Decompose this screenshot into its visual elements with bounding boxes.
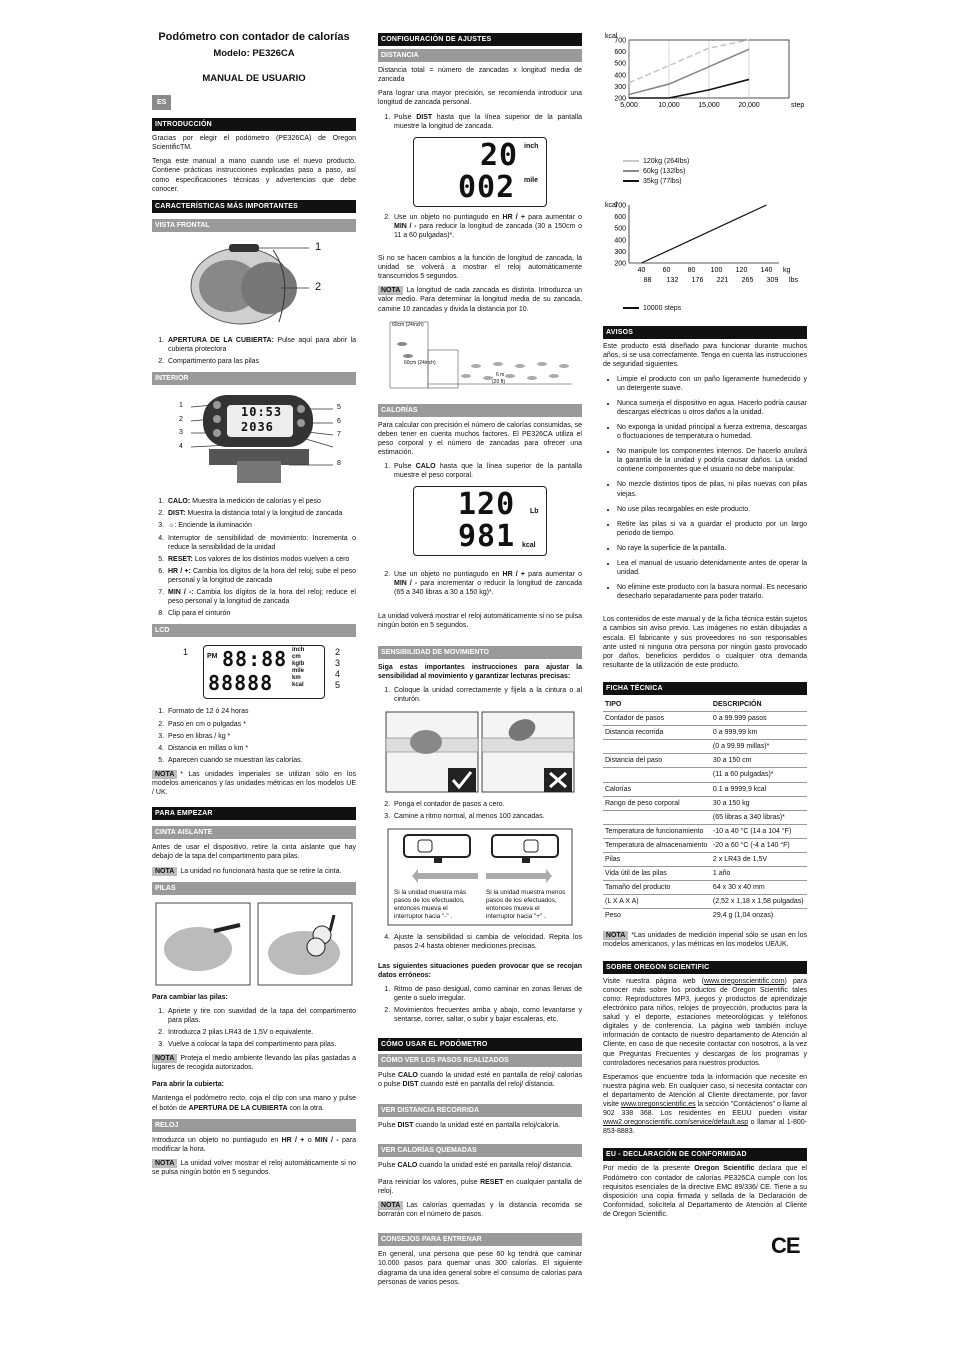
legend-item: 10000 steps bbox=[623, 304, 681, 313]
errors-title: Las siguientes situaciones pueden provocar que se recojan datos erróneos: bbox=[378, 962, 582, 979]
y-tick-label: 200 bbox=[614, 260, 626, 268]
open-cover-title: Para abrir la cubierta: bbox=[152, 1081, 224, 1089]
table-row bbox=[603, 726, 807, 740]
subheader-batteries: PILAS bbox=[152, 882, 356, 895]
series-line bbox=[642, 205, 767, 263]
warnings-paragraph: Este producto está diseñado para funcionar durante muchos años, si se usa correctamente. Tenga en cuenta las instrucciones de seguridad siguientes. bbox=[603, 343, 807, 369]
spec-col-description: DESCRIPCIÓN bbox=[711, 698, 807, 712]
x-axis-label: step bbox=[791, 102, 805, 109]
calories-lcd bbox=[413, 486, 547, 556]
series-line bbox=[629, 79, 749, 98]
stride-figure bbox=[378, 320, 574, 390]
table-cell: (L X A X A) bbox=[603, 895, 711, 909]
tips-paragraph: En general, una persona que pese 60 kg tendrá que caminar 10.000 pasos para quemar unas 300 calorías. El siguiente diagrama da una idea general sobre el consumo de calorías para personas de varios pesos. bbox=[378, 1251, 582, 1286]
distance-lcd-top-unit: inch bbox=[524, 142, 539, 150]
list-item: 1. Apriete y tire con suavidad de la tapa del compartimento para pilas. bbox=[166, 1007, 356, 1025]
x-tick-label: 10,000 bbox=[658, 102, 680, 109]
interior-figure bbox=[159, 391, 349, 491]
language-tab: ES bbox=[152, 95, 171, 110]
interior-callout-6: 6 bbox=[337, 418, 341, 426]
note-badge: NOTA bbox=[378, 1201, 403, 1210]
list-item: 5. RESET: Los valores de los distintos modos vuelven a cero bbox=[166, 555, 356, 564]
switch-caption-right: Si la unidad muestra menos pasos de los efectuados, entonces mueva el interruptor hacia "+" . bbox=[486, 889, 566, 921]
subheader-calories: CALORÍAS bbox=[378, 404, 582, 417]
list-item: 1. Pulse CALO hasta que la línea superior de la pantalla muestre el peso corporal. bbox=[392, 462, 582, 480]
distance-paragraph-1: Distancia total = número de zancadas x longitud media de zancada bbox=[378, 67, 582, 84]
legend-item: 120kg (264lbs) bbox=[623, 157, 689, 166]
table-row bbox=[603, 754, 807, 768]
sensitivity-list-2 bbox=[378, 800, 582, 821]
note-badge: NOTA bbox=[152, 770, 177, 779]
list-item: • No raye la superficie de la pantalla. bbox=[617, 544, 807, 553]
x-tick-label-lbs: 132 bbox=[666, 277, 679, 285]
x-tick-label: 60 bbox=[662, 267, 671, 275]
website-link-us[interactable]: www2.oregonscientific.com/service/default.asp bbox=[603, 1119, 749, 1127]
note-badge: NOTA bbox=[152, 867, 177, 876]
steps-paragraph: Pulse CALO cuando la unidad esté en pantalla de reloj/ calorías o pulse DIST cuando esté en pantalla del reloj/ distancia. bbox=[378, 1072, 582, 1089]
website-link[interactable]: www.oregonscientific.com bbox=[704, 977, 785, 985]
list-item: • Nunca sumerja el dispositivo en agua. Hacerlo podría causar descargas eléctricas u otros daños a la unidad. bbox=[617, 399, 807, 417]
distance-paragraph-3: Si no se hacen cambios a la función de longitud de zancada, la unidad se volverá a mostrar el reloj automáticamente transcurridos 5 segundos. bbox=[378, 255, 582, 281]
subheader-lcd: LCD bbox=[152, 624, 356, 637]
manual-heading: MANUAL DE USUARIO bbox=[202, 72, 306, 84]
calories-list-2 bbox=[378, 570, 582, 597]
reset-paragraph: Para reiniciar los valores, pulse RESET en cualquier pantalla de reloj. bbox=[378, 1178, 582, 1195]
chart2-legend bbox=[603, 302, 807, 316]
interior-screen-time: 10:53 bbox=[241, 405, 283, 420]
sensitivity-list-1 bbox=[378, 686, 582, 704]
interior-callout-2: 2 bbox=[179, 416, 183, 424]
list-item: 1. Pulse DIST hasta que la línea superior de la pantalla muestre la longitud de zancada. bbox=[392, 113, 582, 131]
legend-item: 35kg (77lbs) bbox=[623, 177, 682, 186]
stride-illustration bbox=[378, 320, 574, 390]
section-header-settings: CONFIGURACIÓN DE AJUSTES bbox=[378, 33, 582, 46]
lcd-callout-5: 5 bbox=[335, 680, 341, 691]
distance-list-1 bbox=[378, 113, 582, 131]
section-header-spec: FICHA TÉCNICA bbox=[603, 682, 807, 695]
section-header-intro: INTRODUCCIÓN bbox=[152, 118, 356, 131]
table-cell: Peso bbox=[603, 909, 711, 923]
front-callout-2: 2 bbox=[315, 280, 322, 293]
table-cell: (0 a 99.99 millas)* bbox=[711, 740, 807, 754]
open-cover-paragraph: Mantenga el podómetro recto, coja el clip con una mano y pulse el botón de APERTURA DE LA CUBIERTA con la otra. bbox=[152, 1095, 356, 1112]
lcd-callout-4: 4 bbox=[335, 669, 341, 680]
column-1 bbox=[152, 30, 356, 1182]
front-callout-1: 1 bbox=[315, 240, 322, 253]
section-header-about: SOBRE OREGON SCIENTIFIC bbox=[603, 961, 807, 974]
note-badge: NOTA bbox=[152, 1159, 177, 1168]
distance-note: NOTA La longitud de cada zancada es distinta. Introduzca un valor medio. Para determinar la longitud media de su zancada, camine 10 zancadas y divida la distancia por 10. bbox=[378, 287, 582, 313]
intro-paragraph-2: Tenga este manual a mano cuando use el nuevo producto. Contiene prácticas instrucciones explicadas paso a paso, así como especificaciones técnicas y advertencias que debe conocer. bbox=[152, 158, 356, 193]
x-tick-label: 120 bbox=[735, 267, 748, 275]
lcd-units: inch cm kglb mile km kcal bbox=[292, 647, 305, 688]
change-batteries-title: Para cambiar las pilas: bbox=[152, 993, 228, 1001]
interior-list bbox=[152, 497, 356, 618]
errors-list bbox=[378, 985, 582, 1024]
distance-lcd bbox=[413, 137, 547, 207]
sensitivity-intro: Siga estas importantes instrucciones para ajustar la sensibilidad al movimiento y garantizar lecturas precisas: bbox=[378, 663, 582, 680]
list-item: 5. Aparecen cuando se muestran las calorías. bbox=[166, 756, 356, 765]
spec-note: NOTA *Las unidades de medición imperial sólo se usan en los modelos americanos, y las métricas en los modelos UE/UK. bbox=[603, 931, 807, 948]
subheader-front-view: VISTA FRONTAL bbox=[152, 219, 356, 232]
table-cell: Distancia del paso bbox=[603, 754, 711, 768]
interior-callout-3: 3 bbox=[179, 429, 183, 437]
about-paragraph-2: Esperamos que encuentre toda la información que necesite en nuestra página web. En cualquier caso, si necesita contactar con el departamento de Atención al Cliente directamente, por favor visite www.oregonscientific.es la sección "Contáctenos" o llame al 902 338 368. Los residentes en EEUU pueden visitar www2.oregonscientific.com/service/default.asp o llamar al 1-800-853-8883. bbox=[603, 1073, 807, 1136]
table-cell bbox=[603, 768, 711, 782]
table-cell: 0.1 a 9999,9 kcal bbox=[711, 782, 807, 796]
list-item: 2. Ponga el contador de pasos a cero. bbox=[392, 800, 582, 809]
list-item: • Limpie el producto con un paño ligeramente humedecido y un detergente suave. bbox=[617, 375, 807, 393]
calories-lcd-bottom-unit: kcal bbox=[522, 542, 536, 550]
clock-paragraph: Introduzca un objeto no puntiagudo en HR / + o MIN / - para modificar la hora. bbox=[152, 1136, 356, 1153]
list-item: • No manipule los componentes internos. De hacerlo anulará la garantía de la unidad y podría causar daños. La unidad contiene componentes que el usuario no debe manipular. bbox=[617, 447, 807, 474]
list-item: 1. CALO: Muestra la medición de calorías y el peso bbox=[166, 497, 356, 506]
x-tick-label-lbs: 88 bbox=[643, 277, 652, 285]
table-row bbox=[603, 867, 807, 881]
battery-figure bbox=[154, 901, 354, 987]
series-line bbox=[629, 40, 749, 83]
list-item: 2. DIST: Muestra la distancia total y la longitud de zancada bbox=[166, 509, 356, 518]
list-item: • No mezcle distintos tipos de pilas, ni pilas nuevas con pilas viejas. bbox=[617, 480, 807, 498]
table-row bbox=[603, 853, 807, 867]
belt-figure bbox=[382, 710, 578, 794]
x-tick-label: 15,000 bbox=[698, 102, 720, 109]
subheader-tips: CONSEJOS PARA ENTRENAR bbox=[378, 1233, 582, 1246]
front-view-list bbox=[152, 336, 356, 366]
table-row bbox=[603, 824, 807, 838]
list-item: • No use pilas recargables en este producto. bbox=[617, 505, 807, 514]
model-line: Modelo: PE326CA bbox=[213, 48, 295, 60]
distance-paragraph-2: Para lograr una mayor precisión, se recomienda introducir una longitud de zancada personal. bbox=[378, 90, 582, 107]
table-cell bbox=[603, 740, 711, 754]
switch-caption-left: Si la unidad muestra más pasos de los efectuados, entonces mueva el interruptor hacia "-" . bbox=[394, 889, 467, 921]
distance-lcd-bottom-unit: mile bbox=[524, 176, 539, 184]
list-item: 2. Paso en cm o pulgadas * bbox=[166, 720, 356, 729]
list-item: 4. Ajuste la sensibilidad si cambia de velocidad. Repita los pasos 2-4 hasta obtener mediciones precisas. bbox=[392, 933, 582, 951]
table-row bbox=[603, 712, 807, 726]
list-item: 1. Formato de 12 ó 24 horas bbox=[166, 707, 356, 716]
spec-table bbox=[603, 698, 807, 923]
table-row bbox=[603, 895, 807, 909]
lcd-note: NOTA * Las unidades imperiales se utilizan sólo en los modelos americanos y las unidades métricas en los modelos UE / UK. bbox=[152, 770, 356, 797]
x-axis-label-lbs: lbs bbox=[789, 277, 798, 285]
list-item: 1. Coloque la unidad correctamente y fíjela a la cintura o al cinturón. bbox=[392, 686, 582, 704]
column-3 bbox=[603, 30, 807, 1264]
lcd-list bbox=[152, 707, 356, 764]
table-row bbox=[603, 838, 807, 852]
y-tick-label: 300 bbox=[614, 83, 626, 91]
calories-burned-paragraph: Pulse CALO cuando la unidad esté en pantalla reloj/ distancia. bbox=[378, 1161, 573, 1169]
list-item: 7. MIN / -: Cambia los dígitos de la hora del reloj; reduce el peso personal y la longitud de zancada bbox=[166, 588, 356, 606]
legend-item: 60kg (132lbs) bbox=[623, 167, 685, 176]
spec-col-type: TIPO bbox=[603, 698, 711, 712]
stride-label-1: 60cm (24inch) bbox=[392, 321, 424, 328]
lcd-bottom-digits: 88888 bbox=[208, 671, 274, 696]
table-cell bbox=[603, 810, 711, 824]
y-tick-label: 500 bbox=[614, 60, 626, 68]
subheader-distance-walked: VER DISTANCIA RECORRIDA bbox=[378, 1104, 582, 1117]
battery-illustration bbox=[154, 901, 354, 987]
battery-list bbox=[152, 1007, 356, 1049]
ce-mark-icon: CE bbox=[771, 1233, 800, 1259]
x-tick-label-lbs: 265 bbox=[741, 277, 754, 285]
table-row bbox=[603, 740, 807, 754]
switch-figure bbox=[382, 827, 578, 927]
y-tick-label: 700 bbox=[614, 202, 626, 210]
x-tick-label: 40 bbox=[637, 267, 646, 275]
interior-callout-7: 7 bbox=[337, 431, 341, 439]
lcd-callout-1: 1 bbox=[183, 647, 189, 658]
list-item: 2. Movimientos frecuentes arriba y abajo, como levantarse y sentarse, correr, saltar, o subir y bajar escaleras, etc. bbox=[392, 1006, 582, 1024]
tape-paragraph: Antes de usar el dispositivo, retire la cinta aislante que hay debajo de la tapa del compartimento para pilas. bbox=[152, 844, 356, 861]
chart-calories-vs-steps bbox=[603, 30, 807, 154]
table-cell: -20 a 60 °C (-4 a 140 °F) bbox=[711, 838, 807, 852]
distance-lcd-top: 20 bbox=[480, 137, 519, 173]
table-cell: Rango de peso corporal bbox=[603, 796, 711, 810]
interior-callout-4: 4 bbox=[179, 443, 183, 451]
calories-lcd-figure bbox=[413, 486, 547, 556]
lcd-callout-3: 3 bbox=[335, 658, 341, 669]
note-badge: NOTA bbox=[152, 1054, 177, 1063]
list-item: 6. HR / +: Cambia los dígitos de la hora del reloj; sube el peso personal y la longitud de zancada bbox=[166, 567, 356, 585]
table-cell: 1 año bbox=[711, 867, 807, 881]
x-tick-label: 20,000 bbox=[738, 102, 760, 109]
stride-label-4: (20 ft) bbox=[492, 378, 506, 385]
y-axis-label: kcal bbox=[605, 202, 618, 210]
list-item: • No elimine este producto con la basura normal. Es necesario desecharlo separadamente para poder tratarlo. bbox=[617, 583, 807, 601]
intro-paragraph-1: Gracias por elegir el podómetro (PE326CA) de Oregon ScientificTM. bbox=[152, 135, 356, 152]
column-2 bbox=[378, 33, 582, 1292]
list-item: 4. Distancia en millas o km * bbox=[166, 744, 356, 753]
interior-callout-5: 5 bbox=[337, 404, 341, 412]
table-cell: -10 a 40 °C (14 a 104 °F) bbox=[711, 824, 807, 838]
list-item: 4. Interruptor de sensibilidad de movimiento: Incrementa o reduce la sensibilidad de la unidad bbox=[166, 534, 356, 552]
y-tick-label: 300 bbox=[614, 248, 626, 256]
eu-paragraph: Por medio de la presente Oregon Scientific declara que el Podómetro con contador de calorías PE326CA cumple con los requisitos esenciales de la directive EMC 89/336/ CE. Tiene a su disposición una copia firmada y sellada de la Declaración de Conformidad, solicítela al Departamento de Atención al Cliente de Oregon Scientific. bbox=[603, 1165, 807, 1218]
list-item: 2. Use un objeto no puntiagudo en HR / + para aumentar o MIN / - para reducir la longitud de zancada (30 a 150cm o 11 a 60 pulgadas)*. bbox=[392, 213, 582, 240]
lcd-figure bbox=[159, 643, 349, 701]
front-view-figure bbox=[169, 238, 339, 330]
y-tick-label: 500 bbox=[614, 225, 626, 233]
disclaimer-paragraph: Los contenidos de este manual y de la ficha técnica están sujetos a cambios sin aviso previo. Las imágenes no están dibujadas a escala. El fabricante y sus proveedores no son responsables ante usted ni ninguna otra persona por ningún gasto provocado por daños, beneficios perdidos o cualquier otra demanda resultante de la utilización de este producto. bbox=[603, 616, 807, 669]
list-item: 1. Ritmo de paso desigual, como caminar en zonas llenas de gente o suelo irregular. bbox=[392, 985, 582, 1003]
table-cell: 64 x 30 x 40 mm bbox=[711, 881, 807, 895]
list-item: 2. Introduzca 2 pilas LR43 de 1,5V o equivalente. bbox=[166, 1028, 356, 1037]
calories-lcd-top-unit: Lb bbox=[530, 508, 539, 516]
x-tick-label: 100 bbox=[710, 267, 723, 275]
x-tick-label-lbs: 221 bbox=[716, 277, 729, 285]
table-cell: Vida útil de las pilas bbox=[603, 867, 711, 881]
x-tick-label: 80 bbox=[687, 267, 696, 275]
calories-lcd-top: 120 bbox=[458, 487, 516, 523]
light-icon: ☼ bbox=[168, 522, 175, 530]
distance-walked-paragraph: Pulse DIST cuando la unidad esté en pantalla reloj/caloría. bbox=[378, 1121, 561, 1129]
list-item: 8. Clip para el cinturón bbox=[166, 609, 356, 618]
subheader-distance: DISTANCIA bbox=[378, 49, 582, 62]
table-cell: 2 x LR43 de 1,5V bbox=[711, 853, 807, 867]
y-axis-label: kcal bbox=[605, 33, 618, 40]
list-item: 1. APERTURA DE LA CUBIERTA: Pulse aquí para abrir la cubierta protectora bbox=[166, 336, 356, 354]
y-tick-label: 600 bbox=[614, 49, 626, 57]
chart-calories-vs-weight bbox=[603, 199, 807, 299]
subheader-clock: RELOJ bbox=[152, 1119, 356, 1132]
interior-callout-8: 8 bbox=[337, 460, 341, 468]
pedometer-front-illustration bbox=[169, 238, 339, 330]
list-item: 3. ☼: Enciende la iluminación bbox=[166, 521, 356, 530]
x-axis-label: kg bbox=[783, 267, 791, 275]
tape-note: NOTA La unidad no funcionará hasta que se retire la cinta. bbox=[152, 867, 356, 876]
subheader-sensitivity: SENSIBILIDAD DE MOVIMIENTO bbox=[378, 646, 582, 659]
table-cell: Tamaño del producto bbox=[603, 881, 711, 895]
list-item: • Lea el manual de usuario detenidamente antes de operar la unidad. bbox=[617, 559, 807, 577]
note-badge: NOTA bbox=[378, 286, 403, 295]
table-cell: 29,4 g (1,04 onzas) bbox=[711, 909, 807, 923]
y-tick-label: 700 bbox=[614, 37, 626, 45]
x-tick-label: 5,000 bbox=[620, 102, 638, 109]
table-cell: Calorías bbox=[603, 782, 711, 796]
y-tick-label: 400 bbox=[614, 237, 626, 245]
list-item: 3. Peso en libras / kg * bbox=[166, 732, 356, 741]
table-cell: Contador de pasos bbox=[603, 712, 711, 726]
list-item: • Retire las pilas si va a guardar el producto por un largo periodo de tiempo. bbox=[617, 520, 807, 538]
clock-note: NOTA La unidad volver mostrar el reloj automáticamente si no se pulsa ningún botón en 5 segundos. bbox=[152, 1159, 356, 1177]
battery-note: NOTA Proteja el medio ambiente llevando las pilas gastadas a lugares de recogida autorizados. bbox=[152, 1055, 356, 1072]
table-cell: (2,52 x 1,18 x 1,58 pulgadas) bbox=[711, 895, 807, 909]
section-header-use: CÓMO USAR EL PODÓMETRO bbox=[378, 1038, 582, 1051]
calories-burned-note: NOTA Las calorías quemadas y la distancia recorrida se borrarán con el número de pasos. bbox=[378, 1202, 582, 1219]
warnings-list bbox=[603, 375, 807, 602]
table-cell: Temperatura de almacenamiento bbox=[603, 838, 711, 852]
note-badge: NOTA bbox=[603, 931, 628, 940]
stride-label-3: 6 m bbox=[496, 371, 505, 378]
subheader-steps: CÓMO VER LOS PASOS REALIZADOS bbox=[378, 1054, 582, 1067]
ce-mark-area bbox=[603, 1224, 807, 1264]
stride-label-2: 60cm (24inch) bbox=[404, 359, 436, 366]
x-tick-label: 140 bbox=[760, 267, 773, 275]
list-item: 3. Camine a ritmo normal, al menos 100 zancadas. bbox=[392, 812, 582, 821]
section-header-start: PARA EMPEZAR bbox=[152, 807, 356, 820]
list-item: 3. Vuelve a colocar la tapa del compartimento para pilas. bbox=[166, 1040, 356, 1049]
table-row bbox=[603, 810, 807, 824]
lcd-pm-indicator: PM bbox=[207, 653, 218, 661]
table-cell: Distancia recorrida bbox=[603, 726, 711, 740]
list-item: • No exponga la unidad principal a fuerza extrema, descargas o fluctuaciones de temperatura o humedad. bbox=[617, 423, 807, 441]
subheader-tape: CINTA AISLANTE bbox=[152, 826, 356, 839]
section-header-warnings: AVISOS bbox=[603, 326, 807, 339]
y-tick-label: 600 bbox=[614, 214, 626, 222]
x-tick-label-lbs: 176 bbox=[691, 277, 704, 285]
table-cell: Pilas bbox=[603, 853, 711, 867]
calories-lcd-bottom: 981 bbox=[458, 519, 516, 555]
table-cell: (65 libras a 340 libras)* bbox=[711, 810, 807, 824]
table-cell: (11 a 60 pulgadas)* bbox=[711, 768, 807, 782]
calories-list-1 bbox=[378, 462, 582, 480]
distance-lcd-figure bbox=[413, 137, 547, 207]
section-header-features: CARACTERÍSTICAS MÁS IMPORTANTES bbox=[152, 200, 356, 213]
distance-list-2 bbox=[378, 213, 582, 240]
list-item: 2. Compartimento para las pilas bbox=[166, 357, 356, 366]
document-title: Podómetro con contador de calorías bbox=[158, 31, 350, 43]
table-cell: 30 a 150 kg bbox=[711, 796, 807, 810]
table-row bbox=[603, 909, 807, 923]
y-tick-label: 200 bbox=[614, 95, 626, 103]
section-header-eu: EU - DECLARACIÓN DE CONFORMIDAD bbox=[603, 1148, 807, 1161]
distance-lcd-bottom: 002 bbox=[458, 169, 516, 205]
calories-paragraph-1: Para calcular con precisión el número de calorías consumidas, se deben tener en cuenta muchos factores. El PE326CA utiliza el peso corporal y el número de zancadas para ofrecer una estimación. bbox=[378, 421, 582, 456]
subheader-interior: INTERIOR bbox=[152, 372, 356, 385]
table-cell: Temperatura de funcionamiento bbox=[603, 824, 711, 838]
table-cell: 30 a 150 cm bbox=[711, 754, 807, 768]
belt-illustration bbox=[382, 710, 578, 794]
lcd-top-digits: 88:88 bbox=[222, 647, 288, 672]
list-item: 2. Use un objeto no puntiagudo en HR / + para aumentar o MIN / - para incrementar o reducir la longitud de zancada (65 a 340 libras a 30 a 150 kg)*. bbox=[392, 570, 582, 597]
table-row bbox=[603, 768, 807, 782]
lcd-callout-2: 2 bbox=[335, 647, 341, 658]
interior-callout-1: 1 bbox=[179, 402, 183, 410]
sensitivity-list-3 bbox=[378, 933, 582, 951]
website-link-es[interactable]: www.oregonscientific.es bbox=[620, 1101, 696, 1108]
table-row bbox=[603, 782, 807, 796]
about-paragraph-1: Visite nuestra página web (www.oregonscientific.com) para conocer más sobre los productos de Oregon Scientific tales como: Reproductores MP3, juegos y productos de aprendizaje electrónico para niños, relojes de proyección, productos para la salud y el deporte, estaciones meteorológicas y teléfonos digitales y de conferencia. La página web también incluye información de contacto de nuestro departamento de Atención al Cliente, en caso de que necesite contactar con nosotros, a la vez que Preguntas Frecuentes y descargas de los programas y controladores necesarios para nuestros productos. bbox=[603, 977, 807, 1067]
table-cell: 0 a 999,99 km bbox=[711, 726, 807, 740]
y-tick-label: 400 bbox=[614, 72, 626, 80]
x-tick-label-lbs: 309 bbox=[766, 277, 779, 285]
table-cell: 0 a 99.999 pasos bbox=[711, 712, 807, 726]
table-row bbox=[603, 881, 807, 895]
calories-paragraph-2: La unidad volverá mostrar el reloj automáticamente si no se pulsa ningún botón en 5 segundos. bbox=[378, 612, 582, 629]
interior-screen-steps: 2036 bbox=[241, 420, 274, 435]
table-row bbox=[603, 796, 807, 810]
chart1-legend bbox=[603, 157, 807, 191]
subheader-calories-burned: VER CALORÍAS QUEMADAS bbox=[378, 1144, 582, 1157]
lcd-display bbox=[203, 645, 325, 699]
